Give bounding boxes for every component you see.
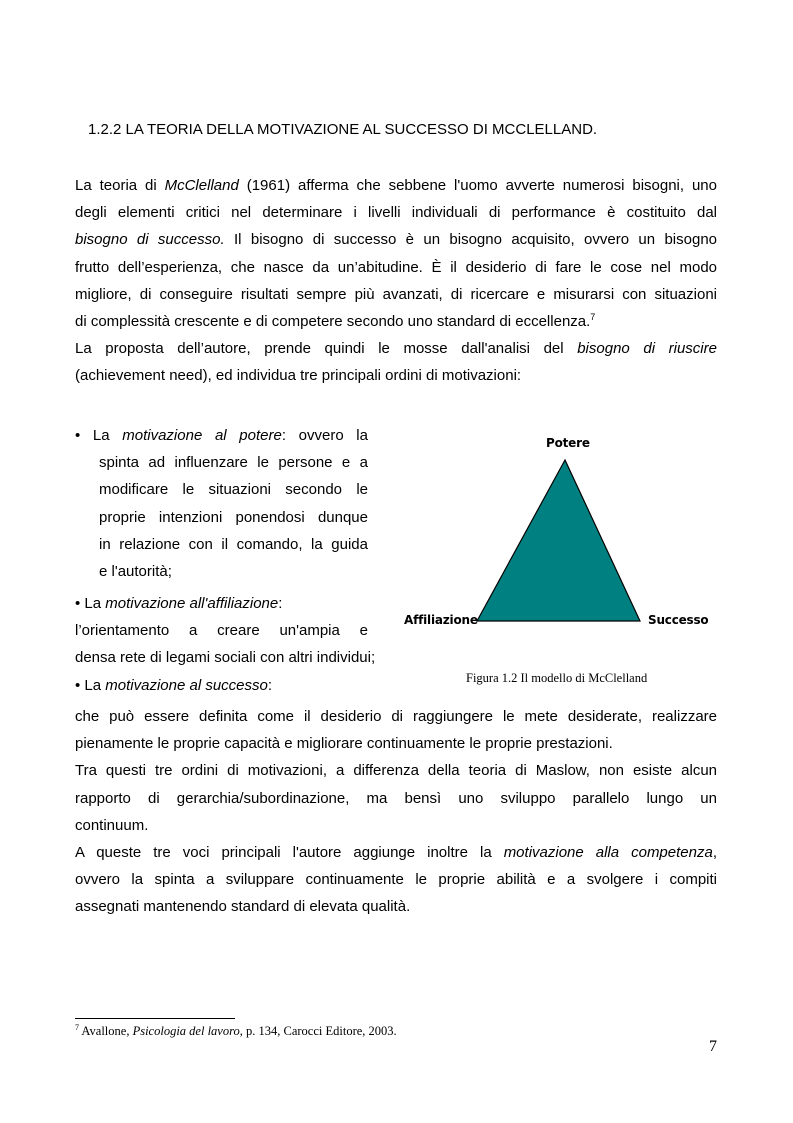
para1-line-7: La proposta dell’autore, prende quindi le mosse dall'analisi del bisogno di riuscire	[75, 340, 717, 358]
footnote: $^7$ Avallone, Psicologia del lavoro, p. 134, Carocci Editore, 2003.	[75, 1023, 397, 1038]
bullet1-line-2: spinta ad influenzare le persone e a	[99, 454, 368, 472]
para1-line-5: migliore, di conseguire risultati sempre più avanzati, di ricercare e misurarsi con situazioni	[75, 285, 717, 303]
para2-line-1: che può essere definita come il desiderio di raggiungere le mete desiderate, realizzare	[75, 708, 717, 725]
para1-line-3: bisogno di successo. Il bisogno di successo è un bisogno acquisito, ovvero un bisogno	[75, 231, 718, 249]
label-affiliazione: Affiliazione	[404, 613, 478, 627]
bullet2-line-3: densa rete di legami sociali con altri individui;	[75, 649, 376, 667]
intro-paragraph	[75, 172, 717, 390]
page-number: 7	[709, 1038, 717, 1055]
bullet3-line-1: • La motivazione al successo:	[75, 676, 273, 694]
para1-line-8: (achievement need), ed individua tre principali ordini di motivazioni:	[75, 367, 522, 385]
section-heading: 1.2.2 LA TEORIA DELLA MOTIVAZIONE AL SUCCESSO DI MCCLELLAND.	[88, 121, 598, 138]
figure-caption: Figura 1.2 Il modello di McClelland	[466, 671, 648, 685]
bullet1-line-4: proprie intenzioni ponendosi dunque	[99, 508, 368, 526]
bullet1-line-5: in relazione con il comando, la guida	[99, 535, 368, 553]
footnote-divider	[75, 1018, 235, 1019]
bullet1-line-1: • La motivazione al potere: ovvero la	[75, 427, 368, 444]
bullet2-line-2: l’orientamento a creare un'ampia e	[75, 622, 368, 640]
bullet-affiliation	[75, 590, 395, 699]
bullet-power	[75, 422, 368, 585]
bullet2-line-1: • La motivazione all'affiliazione:	[75, 595, 283, 612]
para2-line-2: pienamente le proprie capacità e migliorare continuamente le proprie prestazioni.	[75, 735, 613, 753]
footnote-ref: 7	[590, 312, 596, 323]
mcclelland-triangle-figure	[400, 430, 720, 640]
para1-line-1: La teoria di McClelland (1961) afferma che sebbene l'uomo avverte numerosi bisogni, uno	[75, 177, 717, 194]
para2-line-4: rapporto di gerarchia/subordinazione, ma bensì uno sviluppo parallelo lungo un	[75, 789, 717, 807]
para1-line-4: frutto dell’esperienza, che nasce da un’abitudine. È il desiderio di fare le cose nel modo	[75, 258, 717, 276]
bullet1-line-3: modificare le situazioni secondo le	[99, 481, 368, 499]
para2-line-5: continuum.	[75, 816, 149, 834]
label-potere: Potere	[546, 436, 590, 450]
para1-line-2: degli elementi critici nel determinare i livelli individuali di performance è costituito dal	[75, 204, 717, 222]
bullet1-line-6: e l'autorità;	[99, 563, 172, 581]
label-successo: Successo	[648, 613, 709, 627]
motivation-triangle	[477, 460, 640, 621]
closing-paragraph	[75, 703, 717, 921]
para2-line-8: assegnati mantenendo standard di elevata qualità.	[75, 898, 411, 916]
para2-line-6: A queste tre voci principali l'autore aggiunge inoltre la motivazione alla competenza,	[75, 844, 717, 862]
para1-line-6: di complessità crescente e di competere secondo uno standard di eccellenza.$^7$	[75, 312, 596, 331]
para2-line-7: ovvero la spinta a sviluppare continuamente le proprie abilità e a svolgere i compiti	[75, 871, 717, 889]
para2-line-3: Tra questi tre ordini di motivazioni, a differenza della teoria di Maslow, non esiste alcun	[75, 762, 717, 780]
